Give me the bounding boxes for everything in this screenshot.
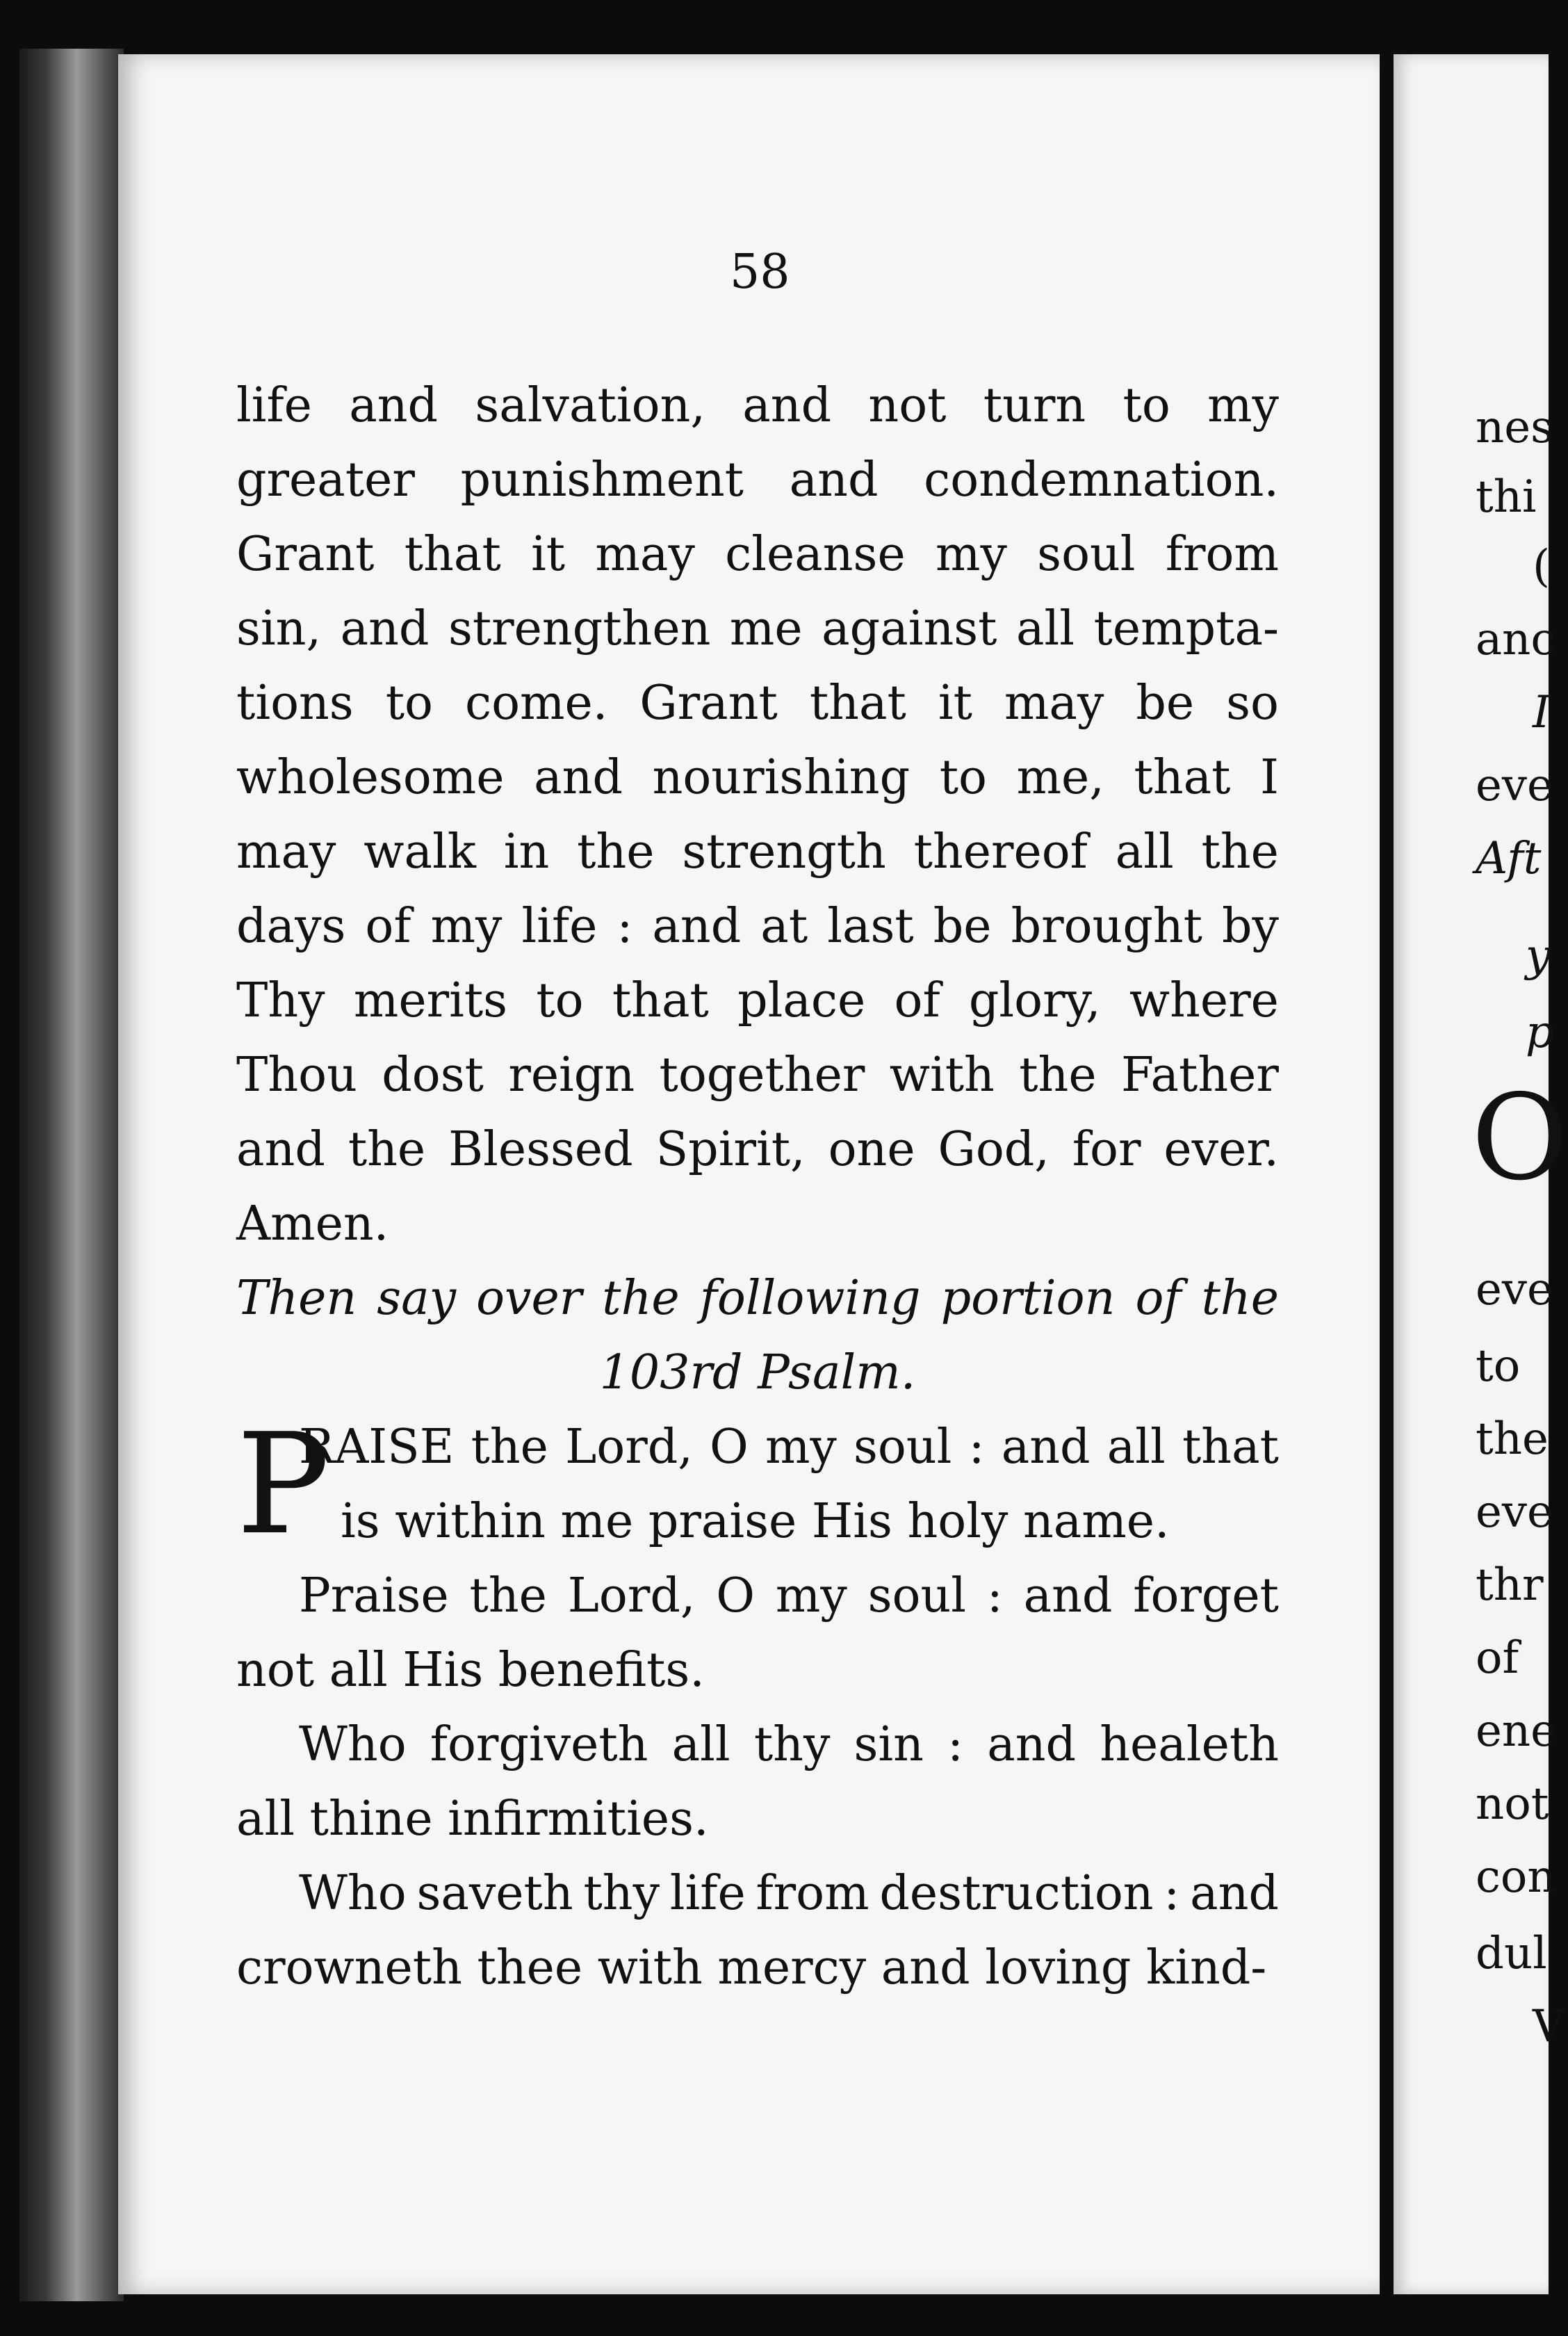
book-spine [19, 49, 124, 2301]
psalm-opening [236, 1404, 1279, 1566]
facing-page-fragment: V [1533, 2001, 1565, 2052]
facing-page-fragment: eve [1476, 1486, 1553, 1538]
body-line: may walk in the strength thereof all the [236, 825, 1279, 879]
psalm-line: is within me praise His holy name. [341, 1494, 1170, 1549]
facing-page-fragment: ( [1533, 541, 1550, 592]
body-line: and the Blessed Spirit, one God, for ever. [236, 1122, 1279, 1177]
body-line: sin, and strengthen me against all tempta- [236, 601, 1279, 656]
facing-page-fragment: not [1476, 1778, 1549, 1830]
facing-page [1394, 54, 1568, 2294]
facing-page-fragment: eve [1476, 1264, 1553, 1315]
instruction-heading: Then say over the following portion of the [236, 1271, 1279, 1326]
body-line: days of my life : and at last be brought by [236, 899, 1279, 954]
psalm-line: Who saveth thy life from destruction : and [299, 1866, 1279, 1921]
psalm-title: 103rd Psalm. [599, 1345, 916, 1400]
facing-page-fragment: anc [1476, 614, 1556, 665]
body-line: greater punishment and condemnation. [236, 453, 1279, 508]
page-text [236, 368, 1279, 2005]
psalm-line: Who forgiveth all thy sin : and healeth [299, 1717, 1279, 1772]
facing-page-fragment: p [1526, 1007, 1554, 1058]
facing-page-fragment: the [1476, 1413, 1549, 1465]
facing-page-fragment: of [1476, 1632, 1519, 1684]
facing-page-fragment: eve [1476, 760, 1553, 811]
facing-page-fragment: I [1533, 687, 1551, 738]
page-gutter [1380, 42, 1394, 2301]
body-line: Thy merits to that place of glory, where [236, 973, 1279, 1028]
psalm-line: crowneth thee with mercy and loving kind- [236, 1940, 1267, 1995]
psalm-line: not all His benefits. [236, 1643, 705, 1698]
closing-line: Amen. [236, 1197, 389, 1251]
body-line: wholesome and nourishing to me, that I [236, 750, 1279, 805]
facing-page-fragment: thi [1476, 471, 1537, 523]
body-line: Thou dost reign together with the Father [236, 1048, 1279, 1103]
facing-page-fragment: y [1526, 930, 1551, 982]
facing-page-fragment: nes [1476, 402, 1553, 453]
psalm-line: Praise the Lord, O my soul : and forget [299, 1568, 1279, 1623]
facing-page-fragment: ene [1476, 1705, 1557, 1757]
body-line: tions to come. Grant that it may be so [236, 676, 1279, 731]
psalm-line: all thine infirmities. [236, 1792, 709, 1847]
facing-page-fragment: thr [1476, 1559, 1544, 1611]
facing-page-fragment: O [1471, 1069, 1568, 1207]
facing-page-fragment: dul [1476, 1928, 1547, 1979]
facing-page-fragment: con [1476, 1851, 1556, 1903]
facing-page-fragment: to [1476, 1340, 1521, 1392]
drop-cap: P [236, 1404, 330, 1566]
psalm-line: RAISE the Lord, O my soul : and all that [299, 1420, 1279, 1475]
body-line: life and salvation, and not turn to my [236, 378, 1279, 433]
page-number: 58 [730, 245, 790, 300]
body-line: Grant that it may cleanse my soul from [236, 527, 1279, 582]
facing-page-fragment: Aft [1476, 833, 1542, 884]
